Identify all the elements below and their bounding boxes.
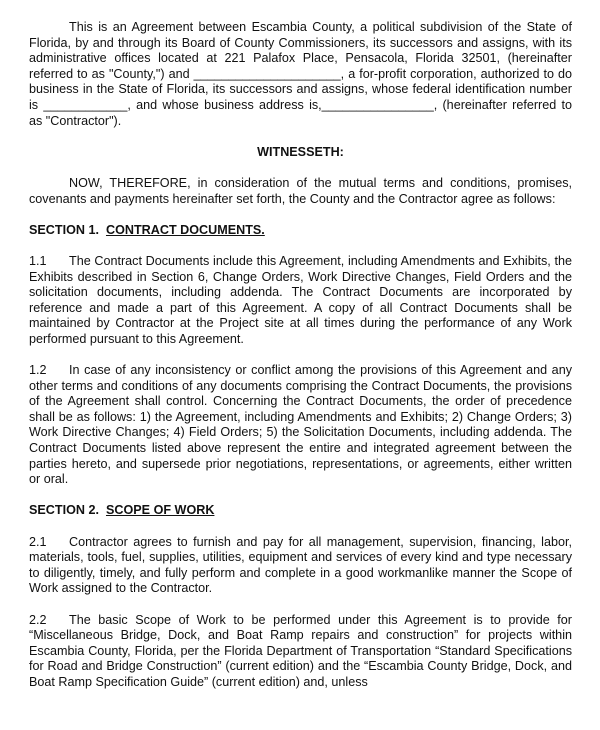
section-2-title: SCOPE OF WORK xyxy=(105,503,215,518)
section-1-label: SECTION 1. xyxy=(29,222,99,237)
section-2-label: SECTION 2. xyxy=(29,503,99,518)
section-1-title: CONTRACT DOCUMENTS. xyxy=(105,222,265,237)
clause-1-2 xyxy=(29,363,572,488)
clause-text: In case of any inconsistency or conflict among the provisions of this Agreement and any other terms and conditions of any documents comprising the Contract Documents, the provisions of the Agreement shall control. Concerning the Contract Documents, the order of precedence shall be as follows: 1) the Agreement, including Amendments and Exhibits; 2) Change Orders; 3) Work Directive Changes; 4) Field Orders; 5) the Solicitation Documents, including addenda. The Contract Documents listed above represent the entire and integrated agreement between the parties hereto, and supersede prior negotiations, representations, or agreements, either written or oral. xyxy=(29,363,572,487)
clause-number: 1.1 xyxy=(29,253,47,268)
witnesseth-heading: WITNESSETH: xyxy=(257,144,344,159)
agreement-preamble: This is an Agreement between Escambia County, a political subdivision of the State of Florida, by and through its Board of County Commissioners, its successors and assigns, with its administrative offices located at 221 Palafox Place, Pensacola, Florida 32501, (hereinafter referred to as "County,") and _____________________, a for-profit corporation, authorized to do business in the State of Florida, its successors and assigns, whose federal identification number is ____________, and whose business address is,________________, (hereinafter referred to as "Contractor"). xyxy=(29,20,572,128)
clause-2-2 xyxy=(29,613,572,691)
clause-2-1 xyxy=(29,535,572,597)
clause-text: The basic Scope of Work to be performed under this Agreement is to provide for “Miscellaneous Bridge, Dock, and Boat Ramp repairs and construction” for projects within Escambia County, Florida, per the Florida Department of Transportation “Standard Specifications for Road and Bridge Construction” (current edition) and the “Escambia County Bridge, Dock, and Boat Ramp Specification Guide” (current edition) and, unless xyxy=(29,612,572,689)
document-page xyxy=(29,20,572,691)
section-1-heading xyxy=(29,223,572,239)
clause-number: 1.2 xyxy=(29,363,47,378)
section-2-heading xyxy=(29,503,572,519)
clause-1-1 xyxy=(29,254,572,348)
clause-text: The Contract Documents include this Agreement, including Amendments and Exhibits, the Exhibits described in Section 6, Change Orders, Work Directive Changes, Field Orders and the solicitation documents, including addenda. The Contract Documents are incorporated by reference and made a part of this Agreement. A copy of all Contract Documents shall be maintained by Contractor at the Project site at all times during the performance of any Work performed pursuant to this Agreement. xyxy=(29,253,572,346)
now-therefore-paragraph: NOW, THEREFORE, in consideration of the mutual terms and conditions, promises, covenants and payments hereinafter set forth, the County and the Contractor agree as follows: xyxy=(29,175,572,206)
clause-text: Contractor agrees to furnish and pay for all management, supervision, financing, labor, materials, tools, fuel, supplies, utilities, equipment and services of every kind and type necessary to diligently, timely, and fully perform and complete in a good workmanlike manner the Scope of Work assigned to the Contractor. xyxy=(29,534,572,596)
clause-number: 2.1 xyxy=(29,534,47,549)
clause-number: 2.2 xyxy=(29,612,47,627)
